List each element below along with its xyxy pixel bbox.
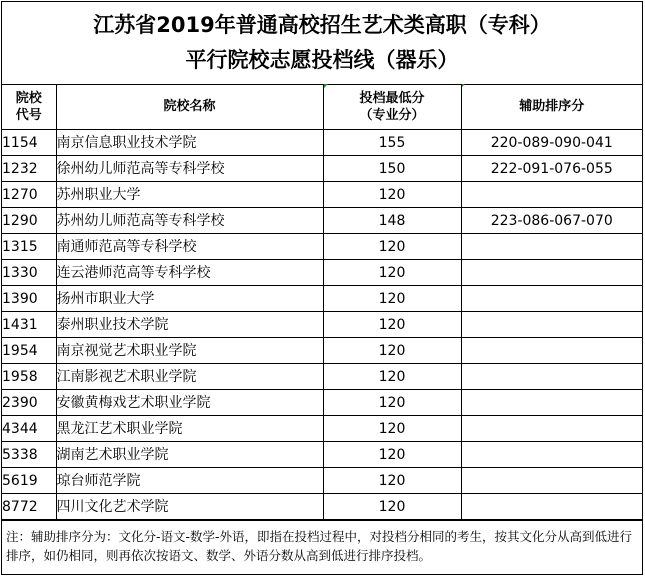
school-name-cell: 苏州职业大学 (56, 182, 323, 208)
school-name-cell: 黑龙江艺术职业学院 (56, 416, 323, 442)
min-score-cell: 120 (323, 260, 461, 286)
table-row (2, 338, 642, 364)
school-code-cell: 1390 (2, 286, 56, 312)
school-code-cell: 1290 (2, 208, 56, 234)
rank-score-cell (461, 234, 642, 260)
table-row (2, 286, 642, 312)
school-code-cell: 1270 (2, 182, 56, 208)
rank-score-cell (461, 312, 642, 338)
school-code-cell: 1431 (2, 312, 56, 338)
school-name-cell: 泰州职业技术学院 (56, 312, 323, 338)
school-code-cell: 1330 (2, 260, 56, 286)
title-line-1: 江苏省2019年普通高校招生艺术类高职（专科） (93, 13, 551, 37)
school-name-cell: 南京视觉艺术职业学院 (56, 338, 323, 364)
rank-score-cell (461, 416, 642, 442)
header-code-line-1: 院校 (15, 90, 42, 106)
title-block (2, 2, 642, 85)
min-score-cell: 120 (323, 390, 461, 416)
min-score-cell: 120 (323, 468, 461, 494)
school-code-cell: 4344 (2, 416, 56, 442)
table-row (2, 156, 642, 182)
school-name-cell: 湖南艺术职业学院 (56, 442, 323, 468)
header-code-line-2: 代号 (15, 107, 42, 123)
table-row (2, 364, 642, 390)
table-row (2, 494, 642, 520)
min-score-cell: 155 (323, 130, 461, 156)
table-row (2, 208, 642, 234)
header-rank: 辅助排序分 (461, 84, 642, 130)
school-name-cell: 南通师范高等专科学校 (56, 234, 323, 260)
table-row (2, 312, 642, 338)
min-score-cell: 120 (323, 442, 461, 468)
footnote: 注：辅助排序分为：文化分-语文-数学-外语，即指在投档过程中，对投档分相同的考生，按其文化分从高到低进行排序，如仍相同，则再依次按语文、数学、外语分数从高到低进行排序投档。 (2, 520, 642, 574)
rank-score-cell (461, 338, 642, 364)
rank-score-cell: 222-091-076-055 (461, 156, 642, 182)
min-score-cell: 120 (323, 312, 461, 338)
school-name-cell: 扬州市职业大学 (56, 286, 323, 312)
min-score-cell: 120 (323, 416, 461, 442)
table-row (2, 442, 642, 468)
admission-table-sheet (1, 1, 643, 575)
school-code-cell: 5338 (2, 442, 56, 468)
school-code-cell: 1154 (2, 130, 56, 156)
school-code-cell: 8772 (2, 494, 56, 520)
rank-score-cell (461, 286, 642, 312)
title-line-2: 平行院校志愿投档线（器乐） (185, 48, 459, 72)
min-score-cell: 120 (323, 234, 461, 260)
header-score-line-2: （专业分） (359, 107, 425, 123)
admission-table (2, 84, 642, 520)
min-score-cell: 120 (323, 182, 461, 208)
rank-score-cell (461, 364, 642, 390)
school-name-cell: 江南影视艺术职业学院 (56, 364, 323, 390)
rank-score-cell (461, 260, 642, 286)
table-row (2, 260, 642, 286)
min-score-cell: 120 (323, 494, 461, 520)
header-code (2, 84, 56, 130)
rank-score-cell (461, 494, 642, 520)
header-score-line-1: 投档最低分 (359, 90, 425, 106)
rank-score-cell (461, 390, 642, 416)
min-score-cell: 120 (323, 286, 461, 312)
school-code-cell: 1958 (2, 364, 56, 390)
school-code-cell: 1315 (2, 234, 56, 260)
table-row (2, 468, 642, 494)
min-score-cell: 150 (323, 156, 461, 182)
table-row (2, 390, 642, 416)
school-name-cell: 琼台师范学院 (56, 468, 323, 494)
school-name-cell: 南京信息职业技术学院 (56, 130, 323, 156)
school-name-cell: 四川文化艺术学院 (56, 494, 323, 520)
school-code-cell: 5619 (2, 468, 56, 494)
header-name: 院校名称 (56, 84, 323, 130)
rank-score-cell: 220-089-090-041 (461, 130, 642, 156)
school-code-cell: 1954 (2, 338, 56, 364)
min-score-cell: 120 (323, 364, 461, 390)
school-name-cell: 安徽黄梅戏艺术职业学院 (56, 390, 323, 416)
table-row (2, 416, 642, 442)
school-code-cell: 2390 (2, 390, 56, 416)
school-name-cell: 苏州幼儿师范高等专科学校 (56, 208, 323, 234)
school-name-cell: 徐州幼儿师范高等专科学校 (56, 156, 323, 182)
table-row (2, 182, 642, 208)
table-row (2, 130, 642, 156)
school-name-cell: 连云港师范高等专科学校 (56, 260, 323, 286)
min-score-cell: 148 (323, 208, 461, 234)
school-code-cell: 1232 (2, 156, 56, 182)
min-score-cell: 120 (323, 338, 461, 364)
table-row (2, 234, 642, 260)
rank-score-cell (461, 442, 642, 468)
header-score (323, 84, 461, 130)
rank-score-cell (461, 182, 642, 208)
header-row (2, 84, 642, 130)
rank-score-cell: 223-086-067-070 (461, 208, 642, 234)
rank-score-cell (461, 468, 642, 494)
